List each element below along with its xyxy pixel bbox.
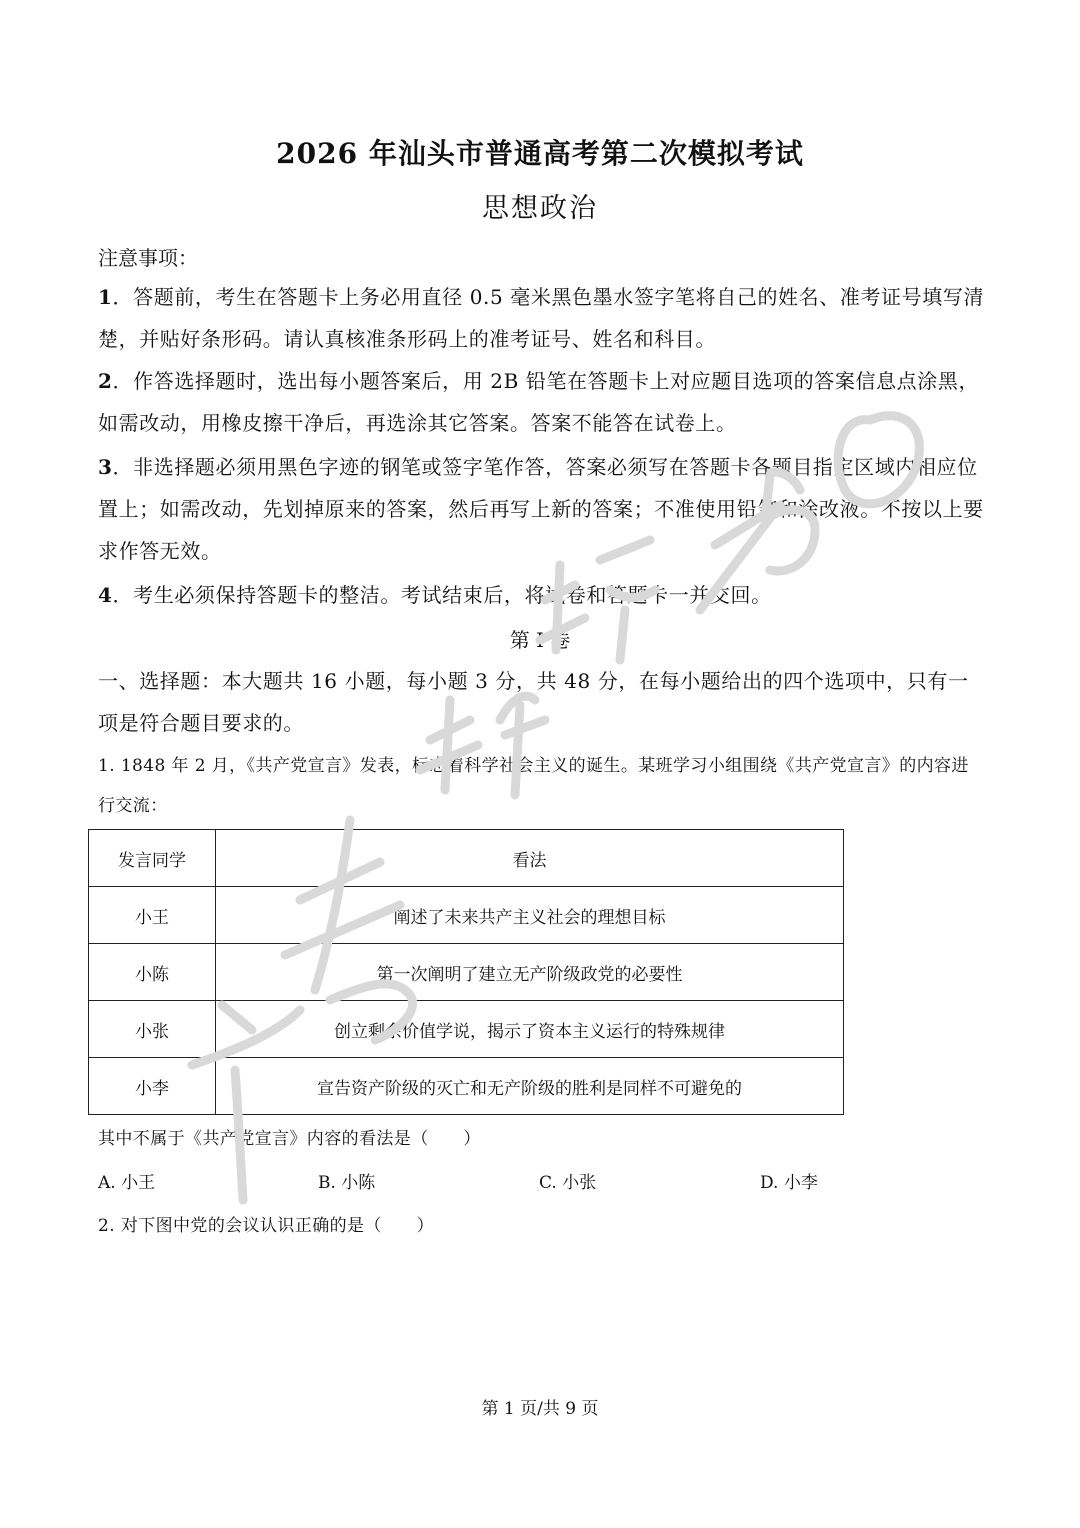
notice-item-text: ．考生必须保持答题卡的整洁。考试结束后，将试卷和答题卡一并交回。 xyxy=(112,583,772,607)
table-cell-student: 小王 xyxy=(89,887,216,944)
notice-item xyxy=(98,360,986,444)
question-1-stem: 1. 1848 年 2 月，《共产党宣言》发表，标志着科学社会主义的诞生。某班学习小组围绕《共产党宣言》的内容进行交流： xyxy=(98,756,969,816)
table-cell-opinion: 创立剩余价值学说，揭示了资本主义运行的特殊规律 xyxy=(216,1001,844,1058)
table-header-cell: 发言同学 xyxy=(89,830,216,887)
table-cell-opinion: 宣告资产阶级的灭亡和无产阶级的胜利是同样不可避免的 xyxy=(216,1058,844,1115)
option-c: C. 小张 xyxy=(539,1173,597,1193)
option-a: A. 小王 xyxy=(98,1173,156,1193)
notice-item-number: 4 xyxy=(98,583,113,607)
question-1-prompt: 其中不属于《共产党宣言》内容的看法是（ ） xyxy=(98,1129,481,1149)
notice-item-text: ．非选择题必须用黑色字迹的钢笔或签字笔作答，答案必须写在答题卡各题目指定区域内相应位置上；如需改动，先划掉原来的答案，然后再写上新的答案；不准使用铅笔和涂改液。不按以上要求作答无效。 xyxy=(98,455,984,563)
answer-options xyxy=(98,1168,986,1196)
notice-item-number: 3 xyxy=(98,455,113,479)
notice-item-text: ．作答选择题时，选出每小题答案后，用 2B 铅笔在答题卡上对应题目选项的答案信息点涂黑，如需改动，用橡皮擦干净后，再选涂其它答案。答案不能答在试卷上。 xyxy=(98,369,980,435)
option-b: B. 小陈 xyxy=(318,1173,376,1193)
table-row xyxy=(89,1058,844,1115)
table-row xyxy=(89,887,844,944)
question-2-stem: 2. 对下图中党的会议认识正确的是（ ） xyxy=(98,1216,435,1236)
notice-item-number: 2 xyxy=(98,369,113,393)
notice-item-number: 1 xyxy=(98,285,113,309)
notice-item-text: ．答题前，考生在答题卡上务必用直径 0.5 毫米黑色墨水签字笔将自己的姓名、准考证号填写清楚，并贴好条形码。请认真核准条形码上的准考证号、姓名和科目。 xyxy=(98,285,985,351)
table-row xyxy=(89,1001,844,1058)
exam-subject: 思想政治 xyxy=(482,193,598,224)
table-header-row xyxy=(89,830,844,887)
notice-item xyxy=(98,276,986,360)
table-cell-student: 小张 xyxy=(89,1001,216,1058)
notice-item xyxy=(98,446,986,572)
opinions-table xyxy=(88,829,844,1115)
notice-heading: 注意事项： xyxy=(98,246,198,270)
section-intro: 一、选择题：本大题共 16 小题，每小题 3 分，共 48 分，在每小题给出的四个选项中，只有一项是符合题目要求的。 xyxy=(98,669,969,735)
table-cell-opinion: 阐述了未来共产主义社会的理想目标 xyxy=(216,887,844,944)
page-footer: 第 1 页/共 9 页 xyxy=(481,1399,599,1419)
table-cell-opinion: 第一次阐明了建立无产阶级政党的必要性 xyxy=(216,944,844,1001)
table-cell-student: 小陈 xyxy=(89,944,216,1001)
notice-item xyxy=(98,574,986,616)
table-cell-student: 小李 xyxy=(89,1058,216,1115)
table-row xyxy=(89,944,844,1001)
part-heading: 第 I 卷 xyxy=(509,628,571,652)
table-header-cell: 看法 xyxy=(216,830,844,887)
exam-title: 2026 年汕头市普通高考第二次模拟考试 xyxy=(276,137,804,170)
option-d: D. 小李 xyxy=(760,1173,818,1193)
